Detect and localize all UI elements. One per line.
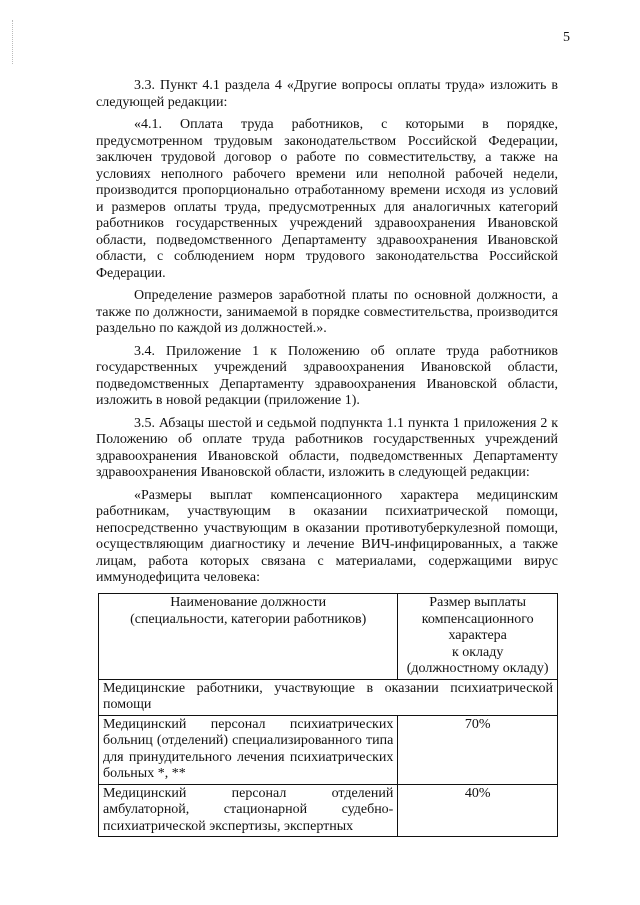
header-col1-line1: Наименование должности (170, 595, 327, 610)
row-payment-value: 40% (398, 784, 558, 837)
header-position-name (99, 594, 398, 680)
scan-margin-marks (12, 20, 17, 64)
paragraph-3-5: 3.5. Абзацы шестой и седьмой подпункта 1.1 пункта 1 приложения 2 к Положению об оплате труда работников государственных учреждений здравоохранения Ивановской области, подведомственных Департаменту здравоохранения Ивановской области, изложить в следующей редакции: (96, 415, 558, 480)
header-col2-line4: к окладу (451, 644, 504, 660)
compensation-table (98, 593, 558, 837)
paragraph-4-1: «4.1. Оплата труда работников, с которыми в порядке, предусмотренном трудовым законодательством Российской Федерации, заключен трудовой договор о работе по совместительству, а также на условиях неполного рабочего времени или неполной рабочей недели, производится пропорционально отработанному времени исходя из условий и размеров оплаты труда, предусмотренных для аналогичных категорий работников государственных учреждений здравоохранения Ивановской области, подведомственного Департаменту здравоохранения Ивановской области, с соблюдением норм трудового законодательства Российской Федерации. (96, 117, 558, 281)
header-col2-line1: Размер выплаты (429, 595, 527, 610)
paragraph-salary-definition: Определение размеров заработной платы по основной должности, а также по должности, занимаемой в порядке совместительства, производится раздельно по каждой из должностей.». (96, 288, 558, 336)
paragraph-3-3: 3.3. Пункт 4.1 раздела 4 «Другие вопросы оплаты труда» изложить в следующей редакции: (96, 78, 558, 110)
row-position-name: Медицинский персонал психиатрических больниц (отделений) специализированного типа для принудительного лечения психиатрических больных *, ** (99, 715, 398, 784)
table-row (99, 715, 558, 784)
table-row (99, 784, 558, 837)
header-payment-size (398, 594, 558, 680)
paragraph-3-4: 3.4. Приложение 1 к Положению об оплате труда работников государственных учреждений здравоохранения Ивановской области, подведомственных Департаменту здравоохранения Ивановской области, изложить в новой редакции (приложение 1). (96, 343, 558, 408)
section-psychiatric-care: Медицинские работники, участвующие в оказании психиатрической помощи (99, 679, 558, 715)
row-position-name: Медицинский персонал отделений амбулаторной, стационарной судебно-психиатрической экспертизы, экспертных (99, 784, 398, 837)
header-col2-line3: характера (448, 628, 507, 643)
header-col2-line2: компенсационного (421, 611, 534, 627)
paragraph-payment-sizes: «Размеры выплат компенсационного характера медицинским работникам, участвующим в оказании психиатрической помощи, непосредственно участвующим в оказании противотуберкулезной помощи, осуществляющим диагностику и лечение ВИЧ-инфицированных, а также лицам, работа которых связана с материалами, содержащими вирус иммунодефицита человека: (96, 487, 558, 585)
header-col2-line5: (должностному окладу) (406, 661, 549, 676)
header-col1-line2: (специальности, категории работников) (130, 611, 367, 627)
table-section-row (99, 679, 558, 715)
page-number: 5 (563, 30, 570, 45)
document-body (96, 78, 558, 588)
table-header-row (99, 594, 558, 680)
row-payment-value: 70% (398, 715, 558, 784)
